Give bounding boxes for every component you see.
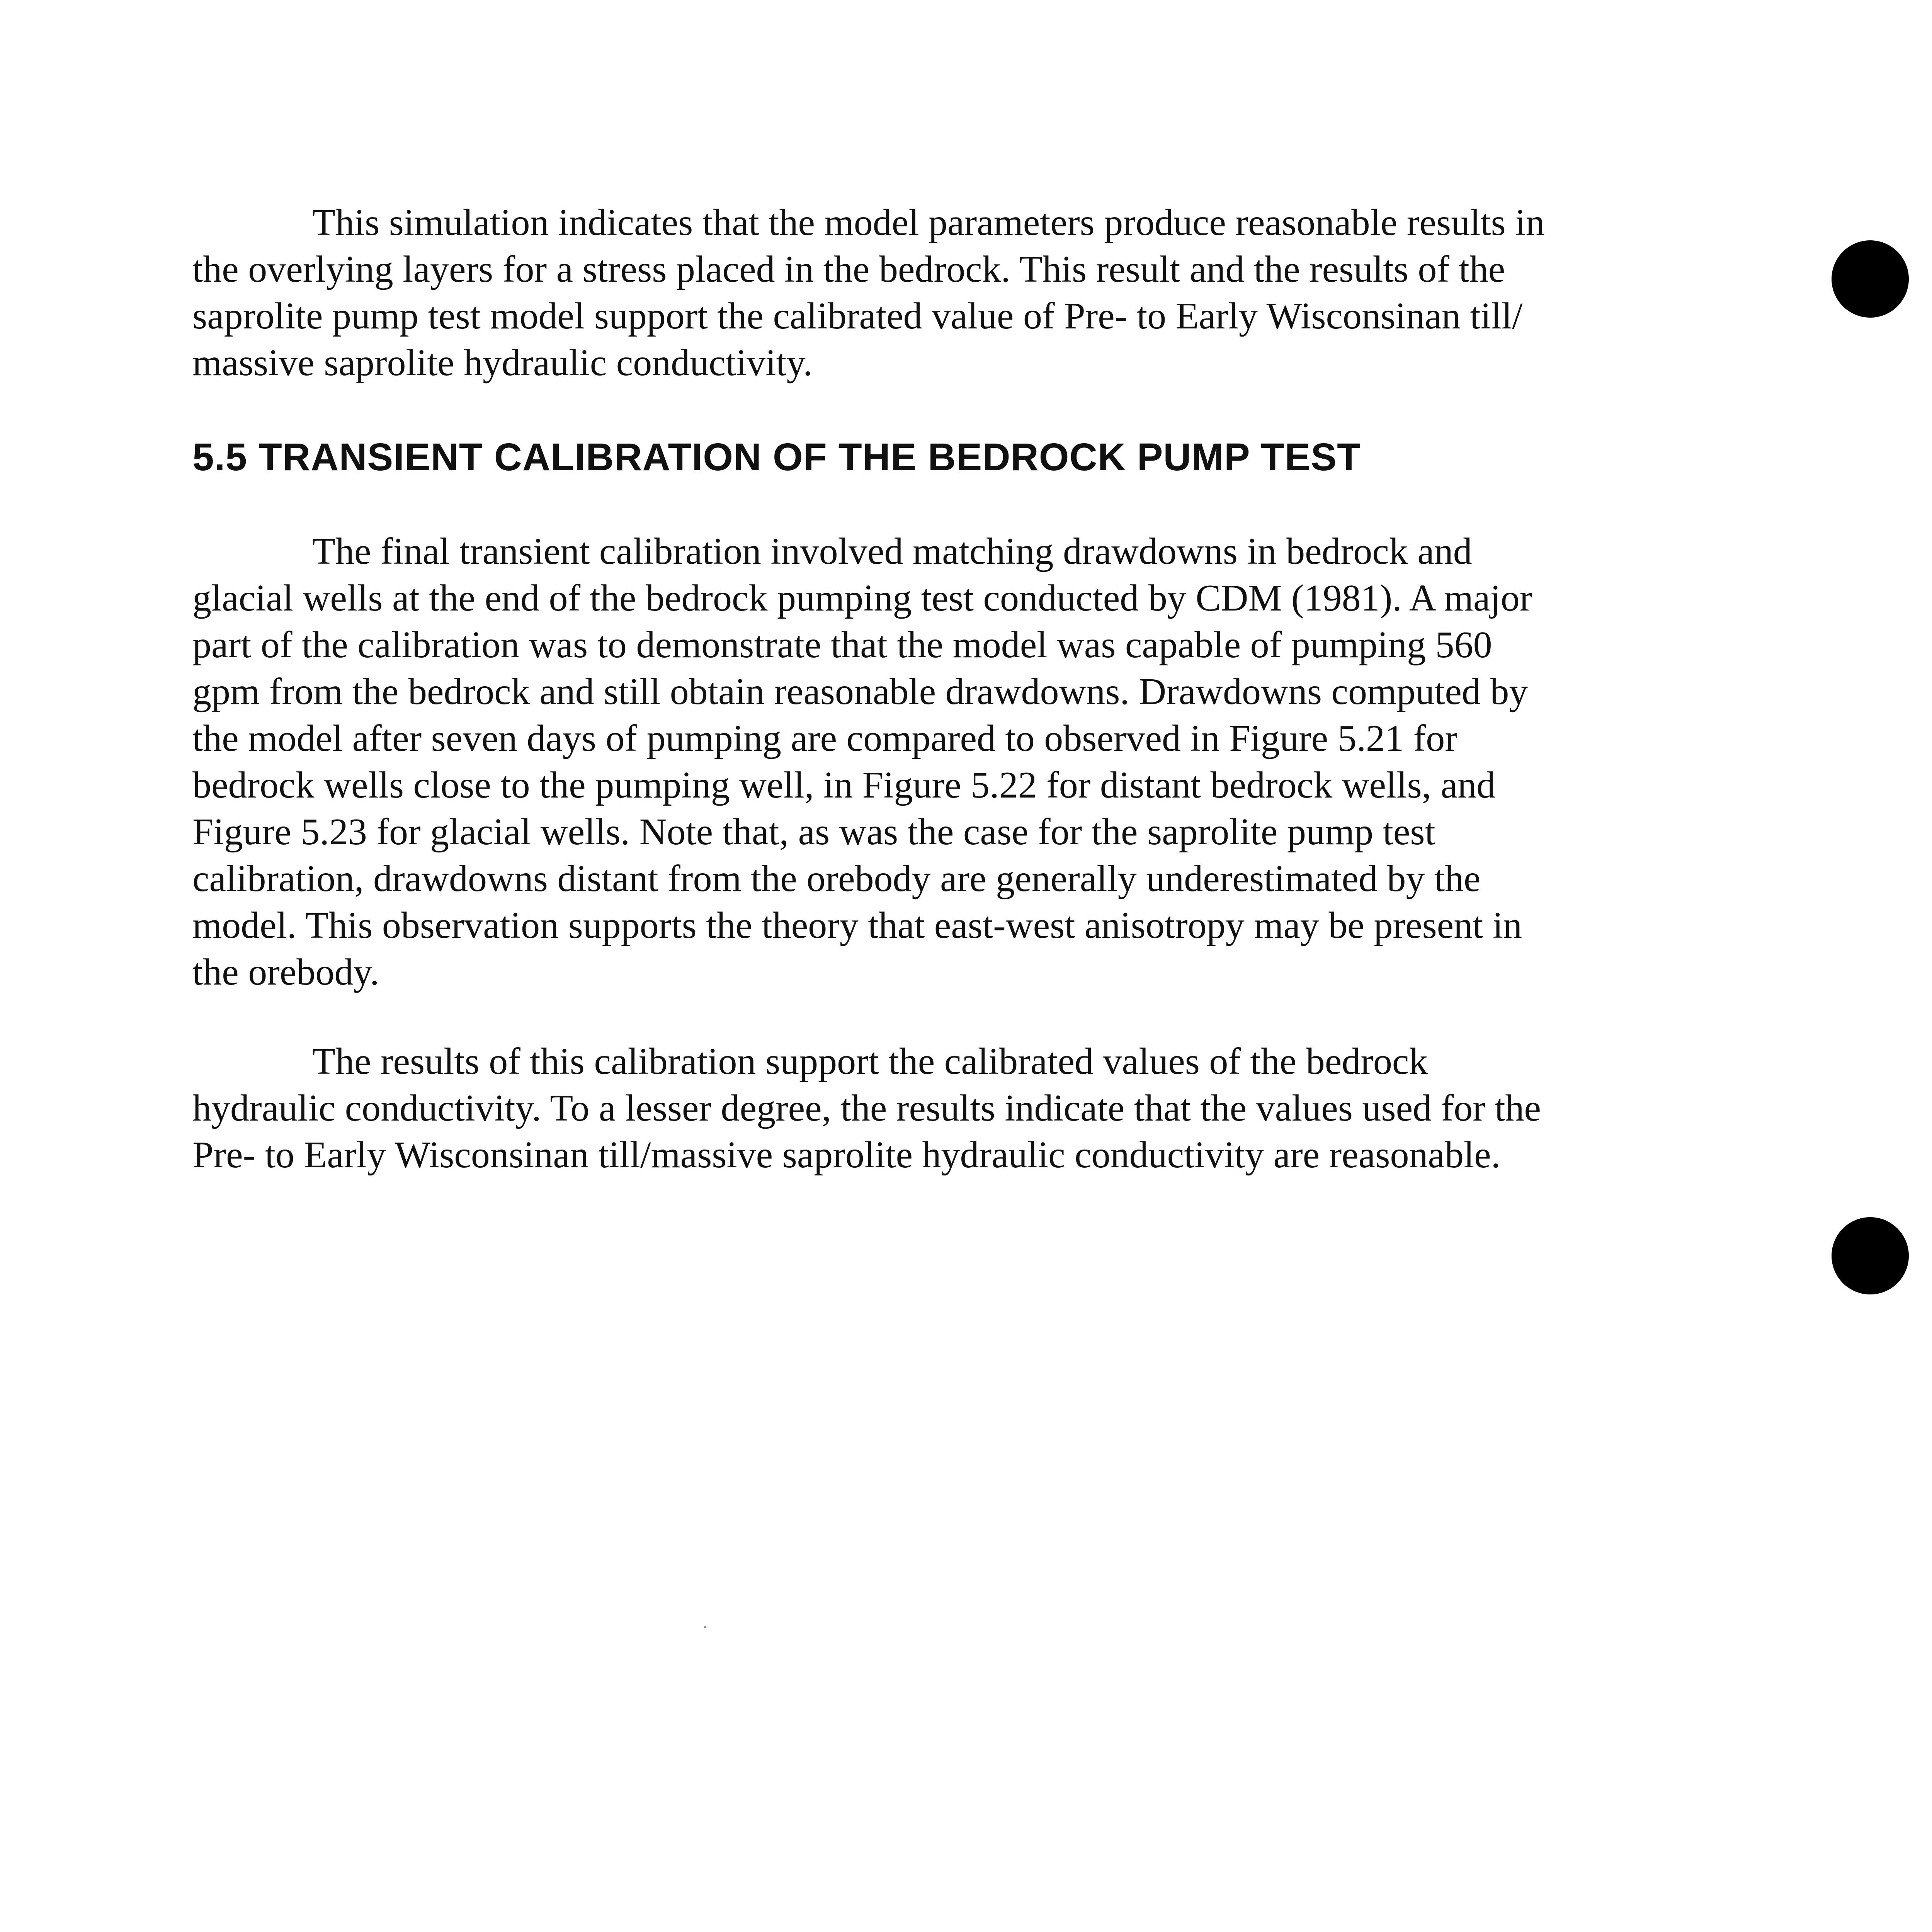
paragraph-text: The final transient calibration involved matching drawdowns in bedrock and glacial wells at the end of the bedrock pumping test conducted by CDM (1981). A major part of the calibration was to demonstrate that the model was capable of pumping 560 gpm from the bedrock and still obtain reasonable drawdowns. Drawdowns computed by the model after seven days of pumping are compared to observed in Figure 5.21 for bedrock wells close to the pumping well, in Figure 5.22 for distant bedrock wells, and Figure 5.23 for glacial wells. Note that, as was the case for the saprolite pump test calibration, drawdowns distant from the orebody are generally underestimated by the model. This observation supports the theory that east-west anisotropy may be present in the orebody.	[192, 531, 1532, 993]
body-paragraph-3	[192, 1038, 1568, 1179]
scan-speck	[704, 1626, 706, 1628]
punch-hole-top	[1832, 240, 1909, 318]
body-paragraph-2	[192, 528, 1568, 996]
section-heading: 5.5 TRANSIENT CALIBRATION OF THE BEDROCK PUMP TEST	[192, 435, 1361, 479]
punch-hole-middle	[1832, 1217, 1909, 1294]
body-paragraph-1	[192, 199, 1568, 386]
paragraph-text: The results of this calibration support the calibrated values of the bedrock hydraulic conductivity. To a lesser degree, the results indicate that the values used for the Pre- to Early Wisconsinan till/massive saprolite hydraulic conductivity are reasonable.	[192, 1041, 1541, 1176]
paragraph-text: This simulation indicates that the model parameters produce reasonable results in the overlying layers for a stress placed in the bedrock. This result and the results of the saprolite pump test model support the calibrated value of Pre- to Early Wisconsinan till/ massive saprolite hydraulic conductivity.	[192, 202, 1545, 384]
